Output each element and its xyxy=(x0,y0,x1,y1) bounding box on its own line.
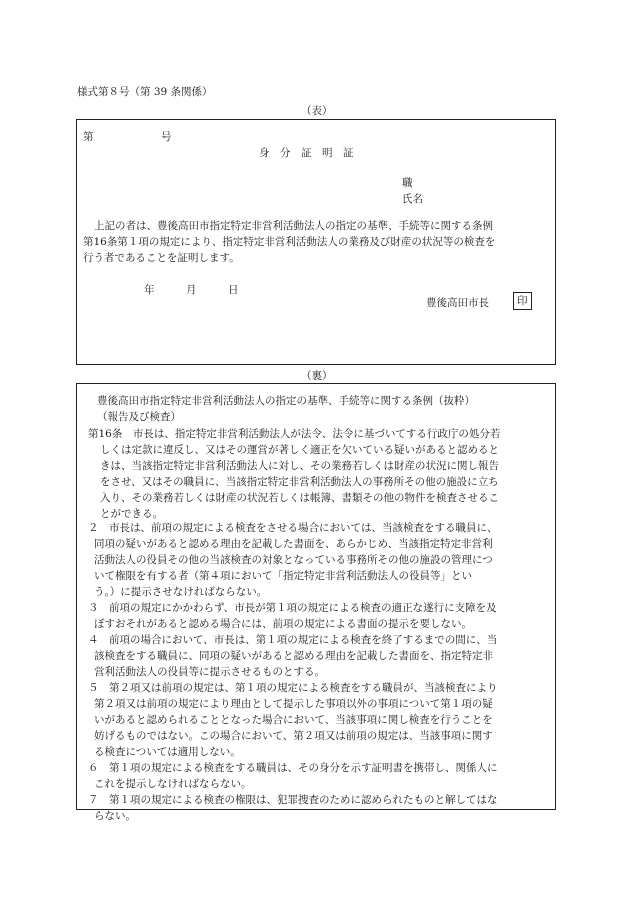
name-label: 氏名 xyxy=(402,193,423,205)
excerpt-line: いがあると認められることとなった場合において、当該事項に関し検査を行うことを xyxy=(94,714,493,726)
excerpt-line: ６ 第１項の規定による検査をする職員は、その身分を示す証明書を携帯し、関係人に xyxy=(88,762,498,774)
form-number: 様式第８号（第 39 条関係） xyxy=(77,86,213,98)
excerpt-line: ２ 市長は、前項の規定による検査をさせる場合においては、当該検査をする職員に、 xyxy=(88,522,498,534)
excerpt-line: とができる。 xyxy=(100,508,163,520)
certificate-body-line-2: 第16条第１項の規定により、指定特定非営利活動法人の業務及び財産の状況等の検査を xyxy=(83,236,496,248)
excerpt-line: いて権限を有する者（第４項において「指定特定非営利活動法人の役員等」とい xyxy=(94,570,472,582)
back-label: （裏） xyxy=(301,370,333,382)
excerpt-line: ７ 第１項の規定による検査の権限は、犯罪捜査のために認められたものと解してはな xyxy=(88,794,498,806)
date-day: 日 xyxy=(228,284,239,296)
excerpt-line: 該検査をする職員に、同項の疑いがあると認める理由を記載した書面を、指定特定非 xyxy=(94,650,493,662)
excerpt-line: 第16条 市長は、指定特定非営利活動法人が法令、法令に基づいてする行政庁の処分若 xyxy=(88,428,501,440)
excerpt-line: 活動法人の役員その他の当該検査の対象となっている事務所その他の施設の管理につ xyxy=(94,554,493,566)
excerpt-line: 妨げるものではない。この場合において、第２項又は前項の規定は、当該事項に関す xyxy=(94,730,493,742)
excerpt-subtitle: （報告及び検査） xyxy=(97,411,181,423)
excerpt-title: 豊後高田市指定特定非営利活動法人の指定の基準、手続等に関する条例（抜粋） xyxy=(97,395,475,407)
excerpt-line: らない。 xyxy=(94,810,136,822)
certificate-body-line-3: 行う者であることを証明します。 xyxy=(83,252,240,264)
number-prefix: 第 xyxy=(83,131,94,143)
issuer-name: 豊後高田市長 xyxy=(426,297,489,309)
excerpt-line: しくは定款に違反し、又はその運営が著しく適正を欠いている疑いがあると認めると xyxy=(100,444,499,456)
excerpt-line: きは、当該指定特定非営利活動法人に対し、その業務若しくは財産の状況に関し報告 xyxy=(100,460,499,472)
excerpt-line: 入り、その業務若しくは財産の状況若しくは帳簿、書類その他の物件を検査させるこ xyxy=(100,492,499,504)
date-year: 年 xyxy=(144,284,155,296)
excerpt-line: ぼすおそれがあると認める場合には、前項の規定による書面の提示を要しない。 xyxy=(94,618,472,630)
front-label: （表） xyxy=(301,105,333,117)
excerpt-line: ３ 前項の規定にかかわらず、市長が第１項の規定による検査の適正な遂行に支障を及 xyxy=(88,602,497,614)
excerpt-line: 第２項又は前項の規定により理由として提示した事項以外の事項について第１項の疑 xyxy=(94,698,493,710)
excerpt-line: ４ 前項の場合において、市長は、第１項の規定による検査を終了するまでの間に、当 xyxy=(88,634,498,646)
excerpt-line: ５ 第２項又は前項の規定は、第１項の規定による検査をする職員が、当該検査により xyxy=(88,682,498,694)
excerpt-line: 同項の疑いがあると認める理由を記載した書面を、あらかじめ、当該指定特定非営利 xyxy=(94,538,493,550)
job-label: 職 xyxy=(402,177,413,189)
date-month: 月 xyxy=(186,284,197,296)
excerpt-line: る検査については適用しない。 xyxy=(94,746,241,758)
certificate-title: 身 分 証 明 証 xyxy=(259,147,354,159)
excerpt-line: をさせ、又はその職員に、当該指定特定非営利活動法人の事務所その他の施設に立ち xyxy=(100,476,499,488)
seal-mark: 印 xyxy=(513,292,532,310)
excerpt-line: う。）に提示させなければならない。 xyxy=(94,586,268,598)
excerpt-line: 営利活動法人の役員等に提示させるものとする。 xyxy=(94,666,325,678)
excerpt-line: これを提示しなければならない。 xyxy=(94,778,252,790)
certificate-body-line-1: 上記の者は、豊後高田市指定特定非営利活動法人の指定の基準、手続等に関する条例 xyxy=(94,220,493,232)
number-suffix: 号 xyxy=(161,131,172,143)
